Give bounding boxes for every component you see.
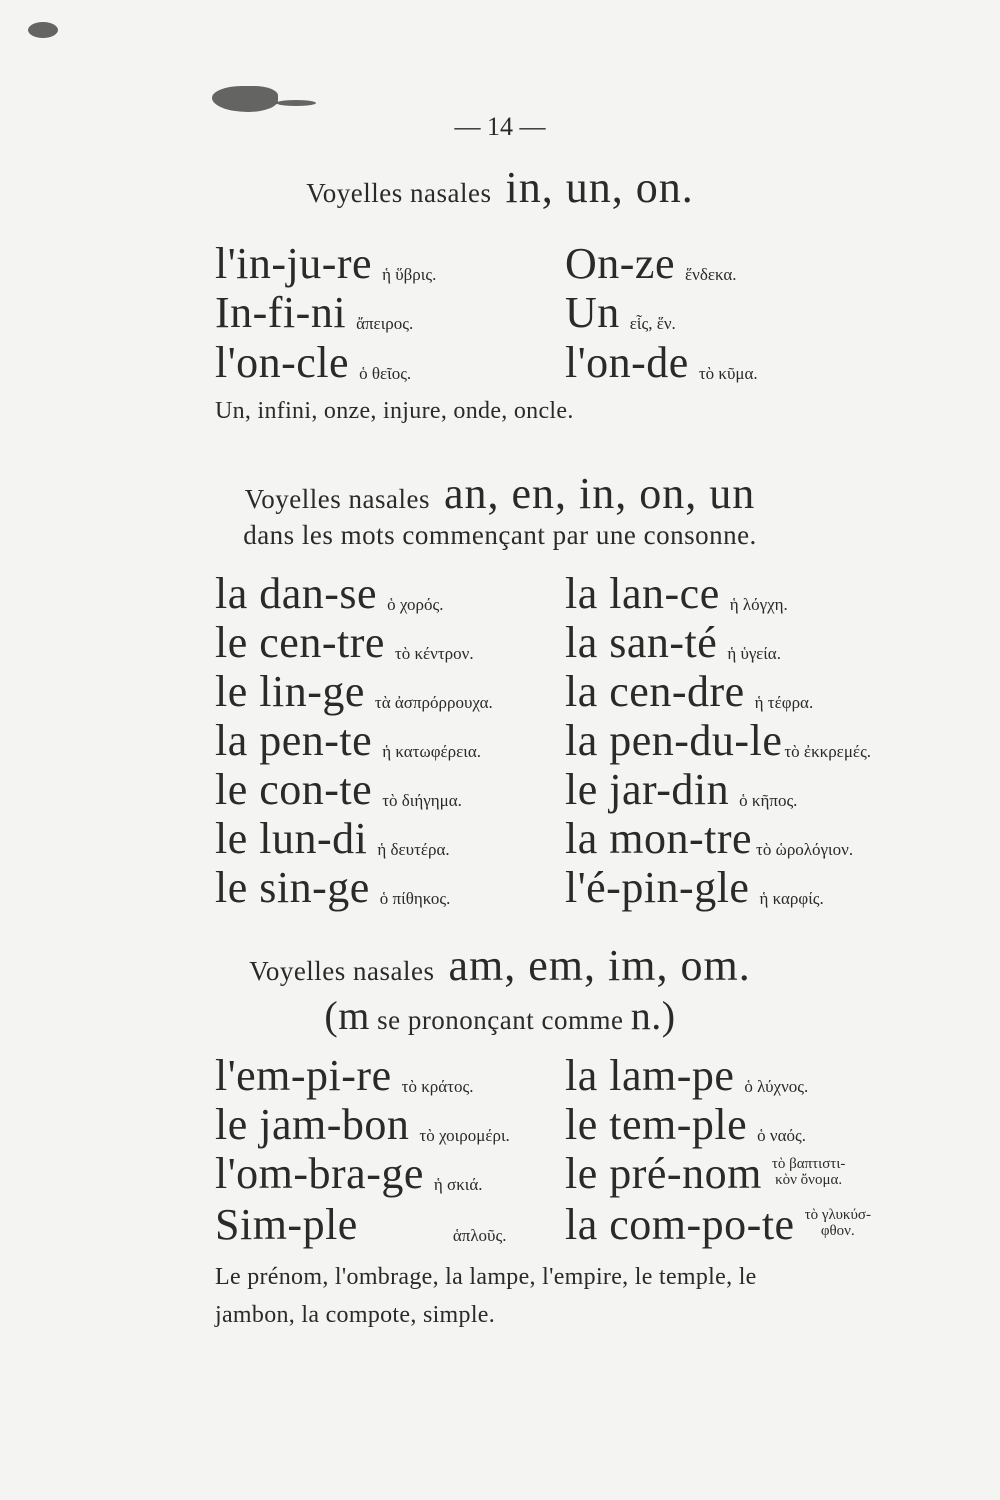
french-word: le jar-din [565,765,730,814]
page-number: — 14 — [454,112,546,141]
greek-translation: ὁ θεῖος. [359,364,412,383]
greek-translation: τὸ ἐκκρεμές. [784,742,872,761]
greek-translation: ἡ τέφρα. [754,693,814,712]
vocab-row [215,1199,915,1255]
note-close: n.) [630,993,676,1038]
vocab-row [215,666,915,722]
greek-translation [805,1207,871,1239]
greek-translation: ὁ λύχνος. [744,1077,809,1096]
french-word: la lam-pe [565,1051,735,1100]
french-word: le sin-ge [215,863,370,912]
greek-translation: τὸ κέντρον. [394,644,474,663]
vocab-row [215,287,915,343]
vocab-row [215,862,915,918]
french-word: le jam-bon [215,1100,410,1149]
pronunciation-note [0,992,1000,1039]
section-heading [0,162,1000,213]
section-heading [0,940,1000,991]
french-word: l'em-pi-re [215,1051,392,1100]
greek-translation: τὰ ἀσπρόρρουχα. [374,693,493,712]
greek-translation: ἡ δευτέρα. [377,840,450,859]
vocab-row [215,568,915,624]
french-word: l'om-bra-ge [215,1149,424,1198]
vocab-row [215,715,915,771]
french-word: la san-té [565,618,718,667]
summary-line: jambon, la compote, simple. [215,1302,496,1328]
french-word: la mon-tre [565,814,753,863]
french-word: Un [565,288,620,337]
note-open: (m [324,993,370,1038]
french-word: la pen-du-le [565,716,783,765]
ink-stain [28,22,58,38]
french-word: On-ze [565,239,675,288]
greek-translation: τὸ διήγημα. [382,791,462,810]
french-word: la lan-ce [565,569,720,618]
vocab-row [215,1099,915,1155]
french-word: le lun-di [215,814,368,863]
french-word: la cen-dre [565,667,745,716]
heading-sounds: am, em, im, om. [448,941,751,990]
section-subheading: dans les mots commençant par une consonne. [243,520,757,550]
greek-translation: εἷς, ἕν. [629,314,676,333]
greek-translation: ὁ χορός. [387,595,444,614]
greek-line: τὸ γλυκύσ- [804,1207,871,1223]
greek-translation: ἡ κατωφέρεια. [382,742,481,761]
greek-translation: τὸ κράτος. [401,1077,474,1096]
greek-translation: τὸ χοιρομέρι. [419,1126,510,1145]
greek-translation: ἡ λόγχη. [729,595,788,614]
greek-translation: ἡ καρφίς. [759,889,824,908]
french-word: la com-po-te [565,1200,795,1249]
greek-translation: ἡ σκιά. [433,1175,483,1194]
vocab-row [215,337,915,393]
french-word: l'on-cle [215,338,350,387]
heading-label: Voyelles nasales [244,484,430,514]
greek-translation [772,1156,846,1188]
greek-translation: ἡ ὑγεία. [727,644,781,663]
summary-text: Un, infini, onze, injure, onde, oncle. [215,398,574,424]
greek-translation: ἕνδεκα. [685,265,737,284]
french-word: l'in-ju-re [215,239,373,288]
greek-translation: ὁ πίθηκος. [379,889,451,908]
french-word: l'on-de [565,338,689,387]
heading-label: Voyelles nasales [306,178,492,208]
summary-line: Le prénom, l'ombrage, la lampe, l'empire, le temple, le [215,1264,757,1290]
ink-stain [212,86,278,112]
heading-sounds: an, en, in, on, un [443,469,756,518]
french-word: le pré-nom [565,1149,762,1198]
vocab-row [215,1050,915,1106]
greek-translation: τὸ ὡρολόγιον. [756,840,854,859]
french-word: le con-te [215,765,373,814]
greek-translation: ἡ ὕβρις. [382,265,437,284]
french-word: la pen-te [215,716,373,765]
vocab-row [215,238,915,294]
vocab-row [215,617,915,673]
vocab-row [215,813,915,869]
greek-line: τὸ βαπτιστι- [771,1156,846,1172]
vocab-row [215,1148,915,1204]
french-word: le lin-ge [215,667,365,716]
summary-text [215,1258,905,1334]
greek-translation: ὁ ναός. [757,1126,806,1145]
note-text: se prononçant comme [377,1005,624,1035]
greek-translation: ἄπειρος. [356,314,414,333]
ink-stain [276,100,316,106]
heading-label: Voyelles nasales [249,956,435,986]
greek-translation: ὁ κῆπος. [739,791,798,810]
greek-line: φθον. [820,1223,855,1239]
french-word: le cen-tre [215,618,385,667]
greek-translation: τὸ κῦμα. [698,364,758,383]
french-word: In-fi-ni [215,288,347,337]
vocab-row [215,764,915,820]
french-word: Sim-ple [215,1200,358,1249]
greek-line: κὸν ὄνομα. [775,1172,843,1188]
french-word: l'é-pin-gle [565,863,750,912]
french-word: le tem-ple [565,1100,748,1149]
greek-translation: ἁπλοῦς. [452,1226,507,1245]
heading-sounds: in, un, on. [505,163,694,212]
french-word: la dan-se [215,569,378,618]
section-heading [0,468,1000,519]
